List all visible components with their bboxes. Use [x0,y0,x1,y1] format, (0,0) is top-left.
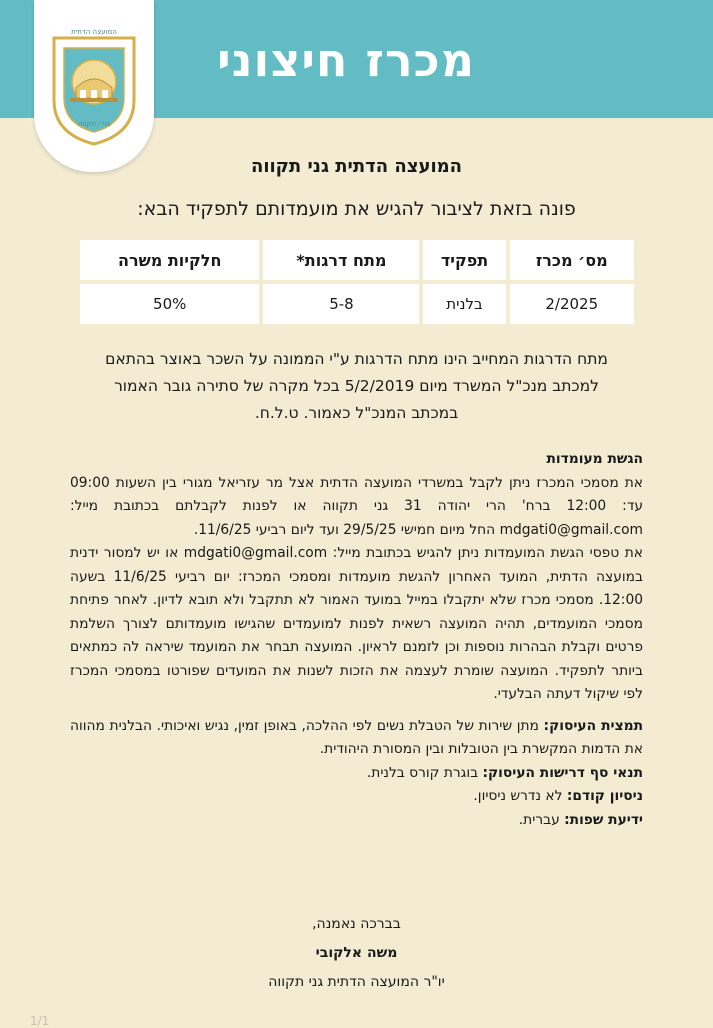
tender-number-cell: 2/2025 [510,284,634,324]
detail-line [70,715,643,762]
detail-line [70,762,643,786]
announcement-subheading: פונה בזאת לציבור להגיש את מועמדותם לתפקיד הבא: [137,198,576,220]
note-line: מתח הדרגות המחייב הינו מתח הדרגות ע"י הממונה על השכר באוצר בהתאם [105,350,608,368]
logo-text-top: המועצה הדתית [71,28,117,36]
submission-section [70,448,643,832]
detail-value: מתן שירות של הטבלת נשים לפי ההלכה, באופן זמין, נגיש ואיכותי. הבלנית מהווה את הדמות המקשרת בין הטובלות ובין המסורת היהודית. [70,717,643,757]
grade-range-cell: 5-8 [263,284,419,324]
logo-text-bottom: גני - תקווה [77,120,111,128]
detail-line [70,809,643,833]
page-number: 1/1 [30,1014,50,1028]
submission-paragraph: את טפסי הגשת המועמדות ניתן להגיש בכתובת מייל: mdgati0@gmail.com או יש למסור ידנית במועצה הדתית, המועד האחרון להגשת מועמדות ומסמכי המכרז: יום רביעי 11/6/25 בשעה 12:00. מסמכי מכרז שלא יתקבלו במייל במועד האמור לא תתקבל ולא תובא לדיון. לאחר פתיחת מסמכי המועמדים, תהיה המועצה רשאית לפנות למועמדים שהגישו מועמדותם לצורך השלמת פרטים וקבלת הבהרות נוספות וכן לזמנם לראיון. המועצה תבחר את המועמד שיראה לה כמתאים ביותר לתפקיד. המועצה שומרת לעצמה את הזכות לשנות את המועדים שפורטו במסמכי המכרז לפי שיקול דעתה הבלעדי. [70,545,643,702]
tender-table [76,236,638,328]
job-percentage-cell: 50% [80,284,259,324]
detail-line [70,785,643,809]
detail-label: ניסיון קודם: [566,788,643,804]
council-heading: המועצה הדתית גני תקווה [250,156,463,177]
table-header-cell: מס׳ מכרז [510,240,634,280]
detail-value: לא נדרש ניסיון. [473,788,567,804]
detail-label: תנאי סף דרישות העיסוק: [482,764,643,781]
table-header-cell: חלקיות משרה [80,240,259,280]
detail-label: תמצית העיסוק: [543,717,643,734]
table-row [80,284,634,324]
table-header-row [80,240,634,280]
job-title-cell: בלנית [423,284,505,324]
signature-role: יו"ר המועצה הדתית גני תקווה [268,974,445,990]
section-title: הגשת מעומדות [546,451,643,467]
detail-value: עברית. [518,811,565,828]
table-header-cell: מתח דרגות* [263,240,419,280]
grade-note [70,346,643,427]
logo-badge [34,0,154,172]
table-header-cell: תפקיד [423,240,505,280]
detail-value: בוגרת קורס בלנית. [366,764,483,781]
page-title: מכרז חיצוני [217,33,475,87]
submission-paragraph: את מסמכי המכרז ניתן לקבל במשרדי המועצה הדתית אצל מר עזריאל מגורי בין השעות 09:00 עד: 12:00 ברח' הרי יהודה 31 גני תקווה או לפנות לקבלתם בכתובת מייל: mdgati0@gmail.com החל מיום חמישי 29/5/25 ועד ליום רביעי 11/6/25. [70,474,643,538]
religious-council-emblem-icon [40,14,148,154]
signature-greeting: בברכה נאמנה, [312,916,401,932]
signature-name: משה אלקובי [315,945,398,961]
detail-label: ידיעת שפות: [564,811,643,828]
note-line: למכתב מנכ"ל המשרד מיום 5/2/2019 בכל מקרה של סתירה גובר האמור [114,377,599,395]
note-line: במכתב המנכ"ל כאמור. ט.ל.ח. [254,404,459,422]
